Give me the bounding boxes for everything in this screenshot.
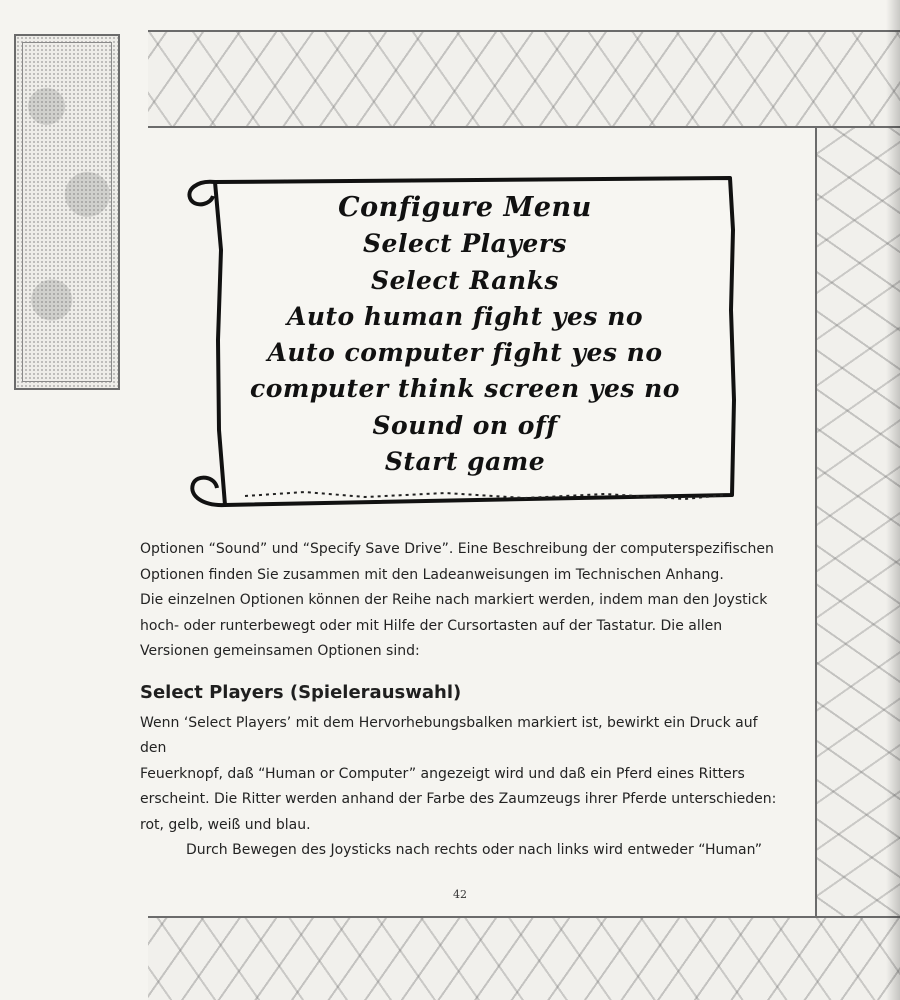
text-line: rot, gelb, weiß und blau. bbox=[140, 816, 311, 833]
page-number: 42 bbox=[453, 888, 467, 901]
menu-item-auto-computer-fight: Auto computer fight yes no bbox=[267, 338, 663, 368]
left-acanthus-ornament bbox=[14, 34, 120, 390]
paragraph-options-intro bbox=[140, 537, 780, 588]
menu-item-computer-think-screen: computer think screen yes no bbox=[250, 374, 680, 404]
configure-menu-scroll bbox=[185, 170, 740, 510]
menu-lines bbox=[225, 190, 705, 480]
text-line: Die einzelnen Optionen können der Reihe nach markiert werden, indem man den Joystick bbox=[140, 592, 768, 608]
menu-item-sound: Sound on off bbox=[372, 410, 558, 440]
top-laurel-border bbox=[148, 30, 900, 128]
paragraph-joystick: Durch Bewegen des Joysticks nach rechts oder nach links wird entweder “Human” bbox=[186, 842, 762, 858]
menu-title: Configure Menu bbox=[338, 192, 592, 223]
text-line: Versionen gemeinsamen Optionen sind: bbox=[140, 643, 420, 659]
text-line: Feuerknopf, daß “Human or Computer” angezeigt wird und daß ein Pferd eines Ritters bbox=[140, 765, 745, 782]
section-heading-select-players: Select Players (Spielerauswahl) bbox=[140, 681, 462, 703]
body-text bbox=[140, 537, 780, 864]
paragraph-option-navigation bbox=[140, 588, 780, 665]
text-line: Optionen finden Sie zusammen mit den Ladeanweisungen im Technischen Anhang. bbox=[140, 566, 724, 583]
menu-item-auto-human-fight: Auto human fight yes no bbox=[286, 301, 644, 331]
menu-item-start-game: Start game bbox=[384, 447, 546, 477]
page-gutter-shadow bbox=[886, 0, 900, 1000]
menu-item-select-ranks: Select Ranks bbox=[371, 265, 559, 295]
menu-item-select-players: Select Players bbox=[362, 229, 567, 259]
paragraph-select-players bbox=[140, 711, 780, 839]
text-line: erscheint. Die Ritter werden anhand der Farbe des Zaumzeugs ihrer Pferde unterschieden: bbox=[140, 791, 777, 807]
bottom-laurel-border bbox=[148, 916, 900, 1000]
text-line: hoch- oder runterbewegt oder mit Hilfe der Cursortasten auf der Tastatur. Die allen bbox=[140, 617, 723, 634]
text-line: Optionen “Sound” und “Specify Save Drive”. Eine Beschreibung der computerspezifischen bbox=[140, 541, 774, 557]
text-line: Wenn ‘Select Players’ mit dem Hervorhebungsbalken markiert ist, bewirkt ein Druck auf den bbox=[140, 714, 758, 756]
